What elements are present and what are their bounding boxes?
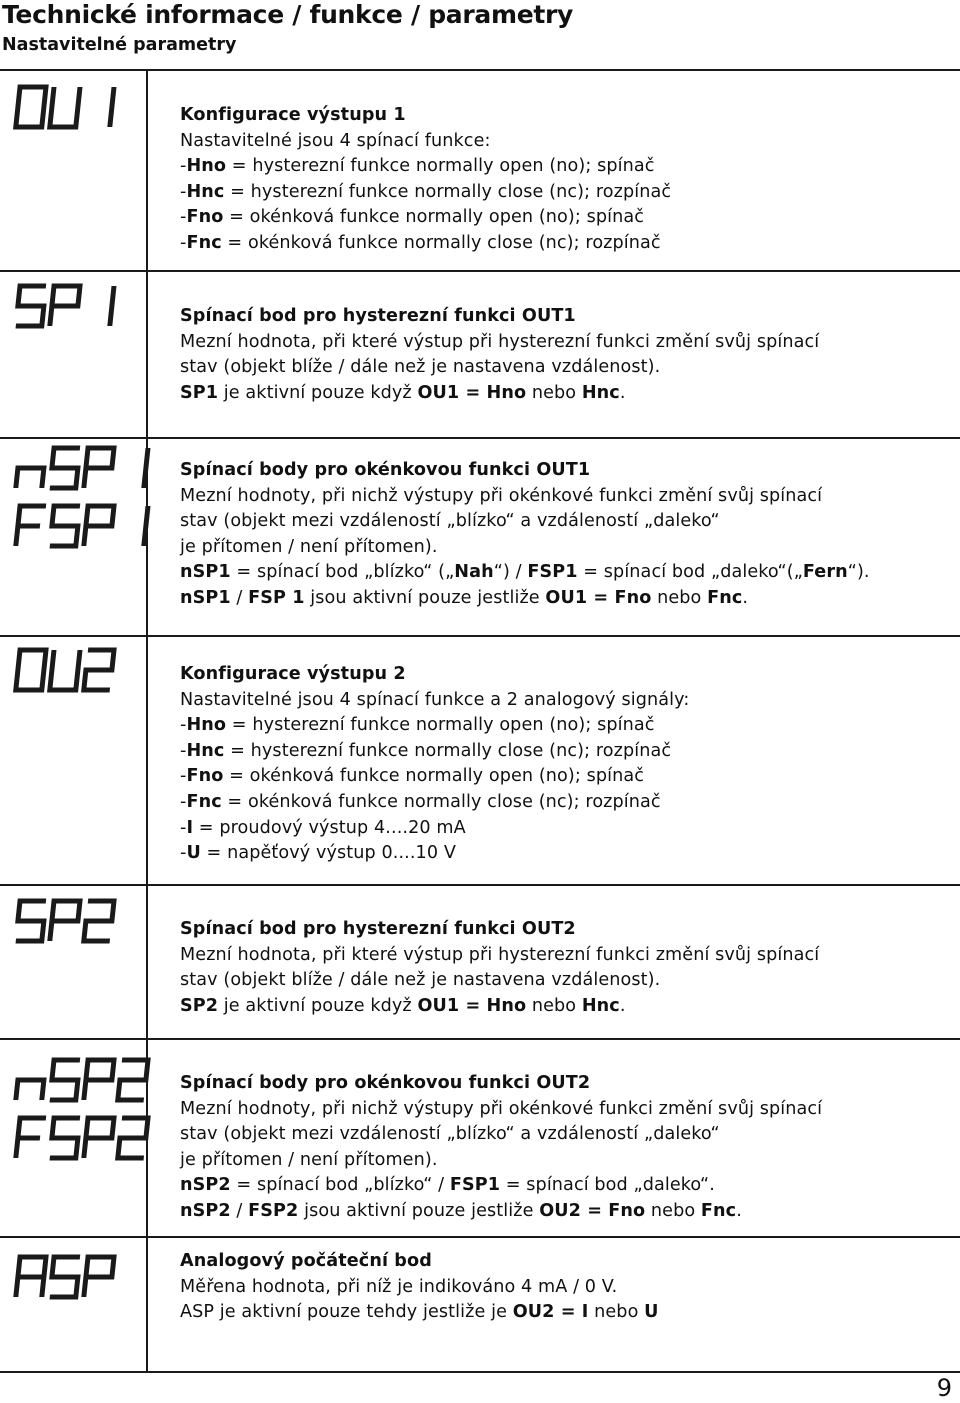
text: “). (847, 562, 870, 583)
bold-text: Nah (454, 562, 494, 583)
description-heading (180, 458, 950, 484)
text: - (180, 740, 187, 761)
description-line (180, 1275, 950, 1301)
text: - (180, 156, 187, 177)
parameter-description (180, 917, 950, 1019)
description-line (180, 381, 950, 407)
description-line (180, 535, 950, 561)
description-line (180, 968, 950, 994)
bold-text: OU1 = Hno (417, 382, 527, 403)
description-heading (180, 304, 950, 330)
column-divider (146, 70, 148, 1373)
bold-text: Fno (186, 766, 224, 787)
description-line (180, 484, 950, 510)
description-line (180, 1122, 950, 1148)
display-code-ou2 (16, 647, 120, 693)
bold-text: OU1 = Fno (545, 587, 652, 608)
description-line (180, 154, 950, 180)
description-line (180, 713, 950, 739)
parameter-description (180, 304, 950, 406)
parameter-description (180, 1249, 950, 1326)
description-heading (180, 103, 950, 129)
text: = napěťový výstup 0....10 V (200, 843, 456, 864)
text: - (180, 715, 187, 736)
bold-text: nSP1 (180, 562, 231, 583)
description-line (180, 1148, 950, 1174)
display-code-fsp1 (16, 503, 154, 549)
parameter-description (180, 1071, 950, 1225)
text: - (180, 791, 187, 812)
description-line (180, 129, 950, 155)
parameter-description (180, 458, 950, 612)
bold-text: nSP1 (180, 587, 231, 608)
text: je přítomen / není přítomen). (180, 536, 438, 557)
text: ASP je aktivní pouze tehdy jestliže je (180, 1302, 513, 1323)
page-title: Technické informace / funkce / parametry (2, 0, 574, 29)
description-line (180, 943, 950, 969)
description-line (180, 509, 950, 535)
description-line (180, 790, 950, 816)
page-number: 9 (936, 1374, 952, 1402)
description-heading (180, 1249, 950, 1275)
description-line (180, 688, 950, 714)
description-line (180, 1097, 950, 1123)
bold-text: Hnc (581, 382, 620, 403)
text: - (180, 232, 187, 253)
bold-text: Konfigurace výstupu 2 (180, 664, 406, 684)
bold-text: U (644, 1302, 659, 1323)
description-line (180, 586, 950, 612)
row-divider (0, 270, 960, 272)
bold-text: Spínací body pro okénkovou funkci OUT1 (180, 460, 591, 480)
display-code-sp2 (16, 898, 120, 944)
description-line (180, 205, 950, 231)
table-top-rule (0, 69, 960, 71)
bold-text: FSP 1 (248, 587, 305, 608)
description-line (180, 1199, 950, 1225)
table-bottom-rule (0, 1371, 960, 1373)
bold-text: Hno (186, 715, 227, 736)
text: - (180, 207, 187, 228)
bold-text: SP2 (180, 995, 219, 1016)
row-divider (0, 1236, 960, 1238)
bold-text: Hnc (186, 181, 225, 202)
description-heading (180, 1071, 950, 1097)
bold-text: Spínací bod pro hysterezní funkci OUT1 (180, 306, 576, 326)
text: / (230, 1200, 249, 1221)
description-line (180, 180, 950, 206)
text: stav (objekt blíže / dále než je nastavena vzdálenost). (180, 357, 661, 378)
bold-text: Spínací body pro okénkovou funkci OUT2 (180, 1073, 591, 1093)
bold-text: Hnc (581, 995, 620, 1016)
text: = okénková funkce normally close (nc); rozpínač (221, 232, 661, 253)
bold-text: OU2 = I (512, 1302, 589, 1323)
bold-text: Analogový počáteční bod (180, 1251, 432, 1271)
text: . (619, 382, 626, 403)
bold-text: Fno (186, 207, 224, 228)
description-line (180, 1173, 950, 1199)
row-divider (0, 884, 960, 886)
display-code-nsp1 (16, 445, 154, 491)
bold-text: OU1 = Hno (417, 995, 527, 1016)
text: = okénková funkce normally open (no); spínač (223, 766, 645, 787)
display-code-fsp2 (16, 1115, 154, 1161)
text: nebo (651, 587, 708, 608)
text: - (180, 817, 187, 838)
text: “) / (493, 562, 528, 583)
text: = okénková funkce normally open (no); spínač (223, 207, 645, 228)
text: = spínací bod „daleko“(„ (577, 562, 803, 583)
bold-text: Konfigurace výstupu 1 (180, 105, 406, 125)
description-line (180, 560, 950, 586)
bold-text: nSP2 (180, 1175, 231, 1196)
text: = spínací bod „daleko“. (500, 1175, 715, 1196)
row-divider (0, 437, 960, 439)
text: nebo (526, 382, 582, 403)
text: - (180, 843, 187, 864)
text: = hysterezní funkce normally open (no); spínač (226, 715, 655, 736)
description-line (180, 841, 950, 867)
bold-text: FSP2 (248, 1200, 299, 1221)
text: Mezní hodnoty, při nichž výstupy při okénkové funkci změní svůj spínací (180, 485, 823, 506)
bold-text: SP1 (180, 382, 219, 403)
description-heading (180, 662, 950, 688)
bold-text: U (186, 843, 201, 864)
text: . (619, 995, 626, 1016)
text: - (180, 766, 187, 787)
bold-text: Fnc (186, 232, 222, 253)
text: . (736, 1200, 742, 1221)
bold-text: OU2 = Fno (539, 1200, 646, 1221)
bold-text: Fnc (707, 587, 743, 608)
row-divider (0, 635, 960, 637)
bold-text: Hno (186, 156, 227, 177)
text: jsou aktivní pouze jestliže (304, 587, 546, 608)
text: - (180, 181, 187, 202)
text: nebo (526, 995, 582, 1016)
text: = hysterezní funkce normally close (nc); rozpínač (224, 740, 672, 761)
bold-text: FSP1 (449, 1175, 501, 1196)
page-subtitle: Nastavitelné parametry (2, 35, 237, 55)
bold-text: Fnc (700, 1200, 737, 1221)
text: = spínací bod „blízko“ („ (230, 562, 455, 583)
description-heading (180, 917, 950, 943)
text: Nastavitelné jsou 4 spínací funkce a 2 analogový signály: (180, 689, 690, 710)
bold-text: Fern (802, 562, 848, 583)
text: je přítomen / není přítomen). (180, 1149, 438, 1170)
text: stav (objekt blíže / dále než je nastavena vzdálenost). (180, 970, 661, 991)
display-code-ou1 (16, 84, 120, 130)
bold-text: Fnc (186, 791, 222, 812)
text: = hysterezní funkce normally open (no); spínač (226, 156, 655, 177)
text: je aktivní pouze když (218, 995, 418, 1016)
description-line (180, 739, 950, 765)
text: = proudový výstup 4....20 mA (193, 817, 466, 838)
text: nebo (588, 1302, 645, 1323)
description-line (180, 994, 950, 1020)
text: Mezní hodnoty, při nichž výstupy při okénkové funkci změní svůj spínací (180, 1098, 823, 1119)
text: Nastavitelné jsou 4 spínací funkce: (180, 130, 491, 151)
text: je aktivní pouze když (218, 382, 418, 403)
description-line (180, 816, 950, 842)
display-code-asp (16, 1254, 120, 1300)
text: = hysterezní funkce normally close (nc); rozpínač (224, 181, 672, 202)
text: = spínací bod „blízko“ / (230, 1175, 450, 1196)
text: stav (objekt mezi vzdáleností „blízko“ a vzdáleností „daleko“ (180, 511, 720, 532)
description-line (180, 1300, 950, 1326)
description-line (180, 330, 950, 356)
parameter-description (180, 103, 950, 257)
text: . (742, 587, 749, 608)
description-line (180, 764, 950, 790)
text: stav (objekt mezi vzdáleností „blízko“ a vzdáleností „daleko“ (180, 1124, 720, 1145)
description-line (180, 231, 950, 257)
text: Mezní hodnota, při které výstup při hysterezní funkci změní svůj spínací (180, 331, 820, 352)
text: / (230, 587, 249, 608)
text: Měřena hodnota, při níž je indikováno 4 mA / 0 V. (180, 1276, 618, 1297)
text: = okénková funkce normally close (nc); rozpínač (221, 791, 661, 812)
bold-text: nSP2 (180, 1200, 231, 1221)
bold-text: I (186, 817, 194, 838)
bold-text: FSP1 (527, 562, 578, 583)
text: nebo (645, 1200, 701, 1221)
bold-text: Hnc (186, 740, 225, 761)
text: jsou aktivní pouze jestliže (298, 1200, 540, 1221)
bold-text: Spínací bod pro hysterezní funkci OUT2 (180, 919, 576, 939)
display-code-sp1 (16, 283, 120, 329)
parameter-description (180, 662, 950, 867)
description-line (180, 355, 950, 381)
display-code-nsp2 (16, 1057, 154, 1103)
row-divider (0, 1038, 960, 1040)
text: Mezní hodnota, při které výstup při hysterezní funkci změní svůj spínací (180, 944, 820, 965)
